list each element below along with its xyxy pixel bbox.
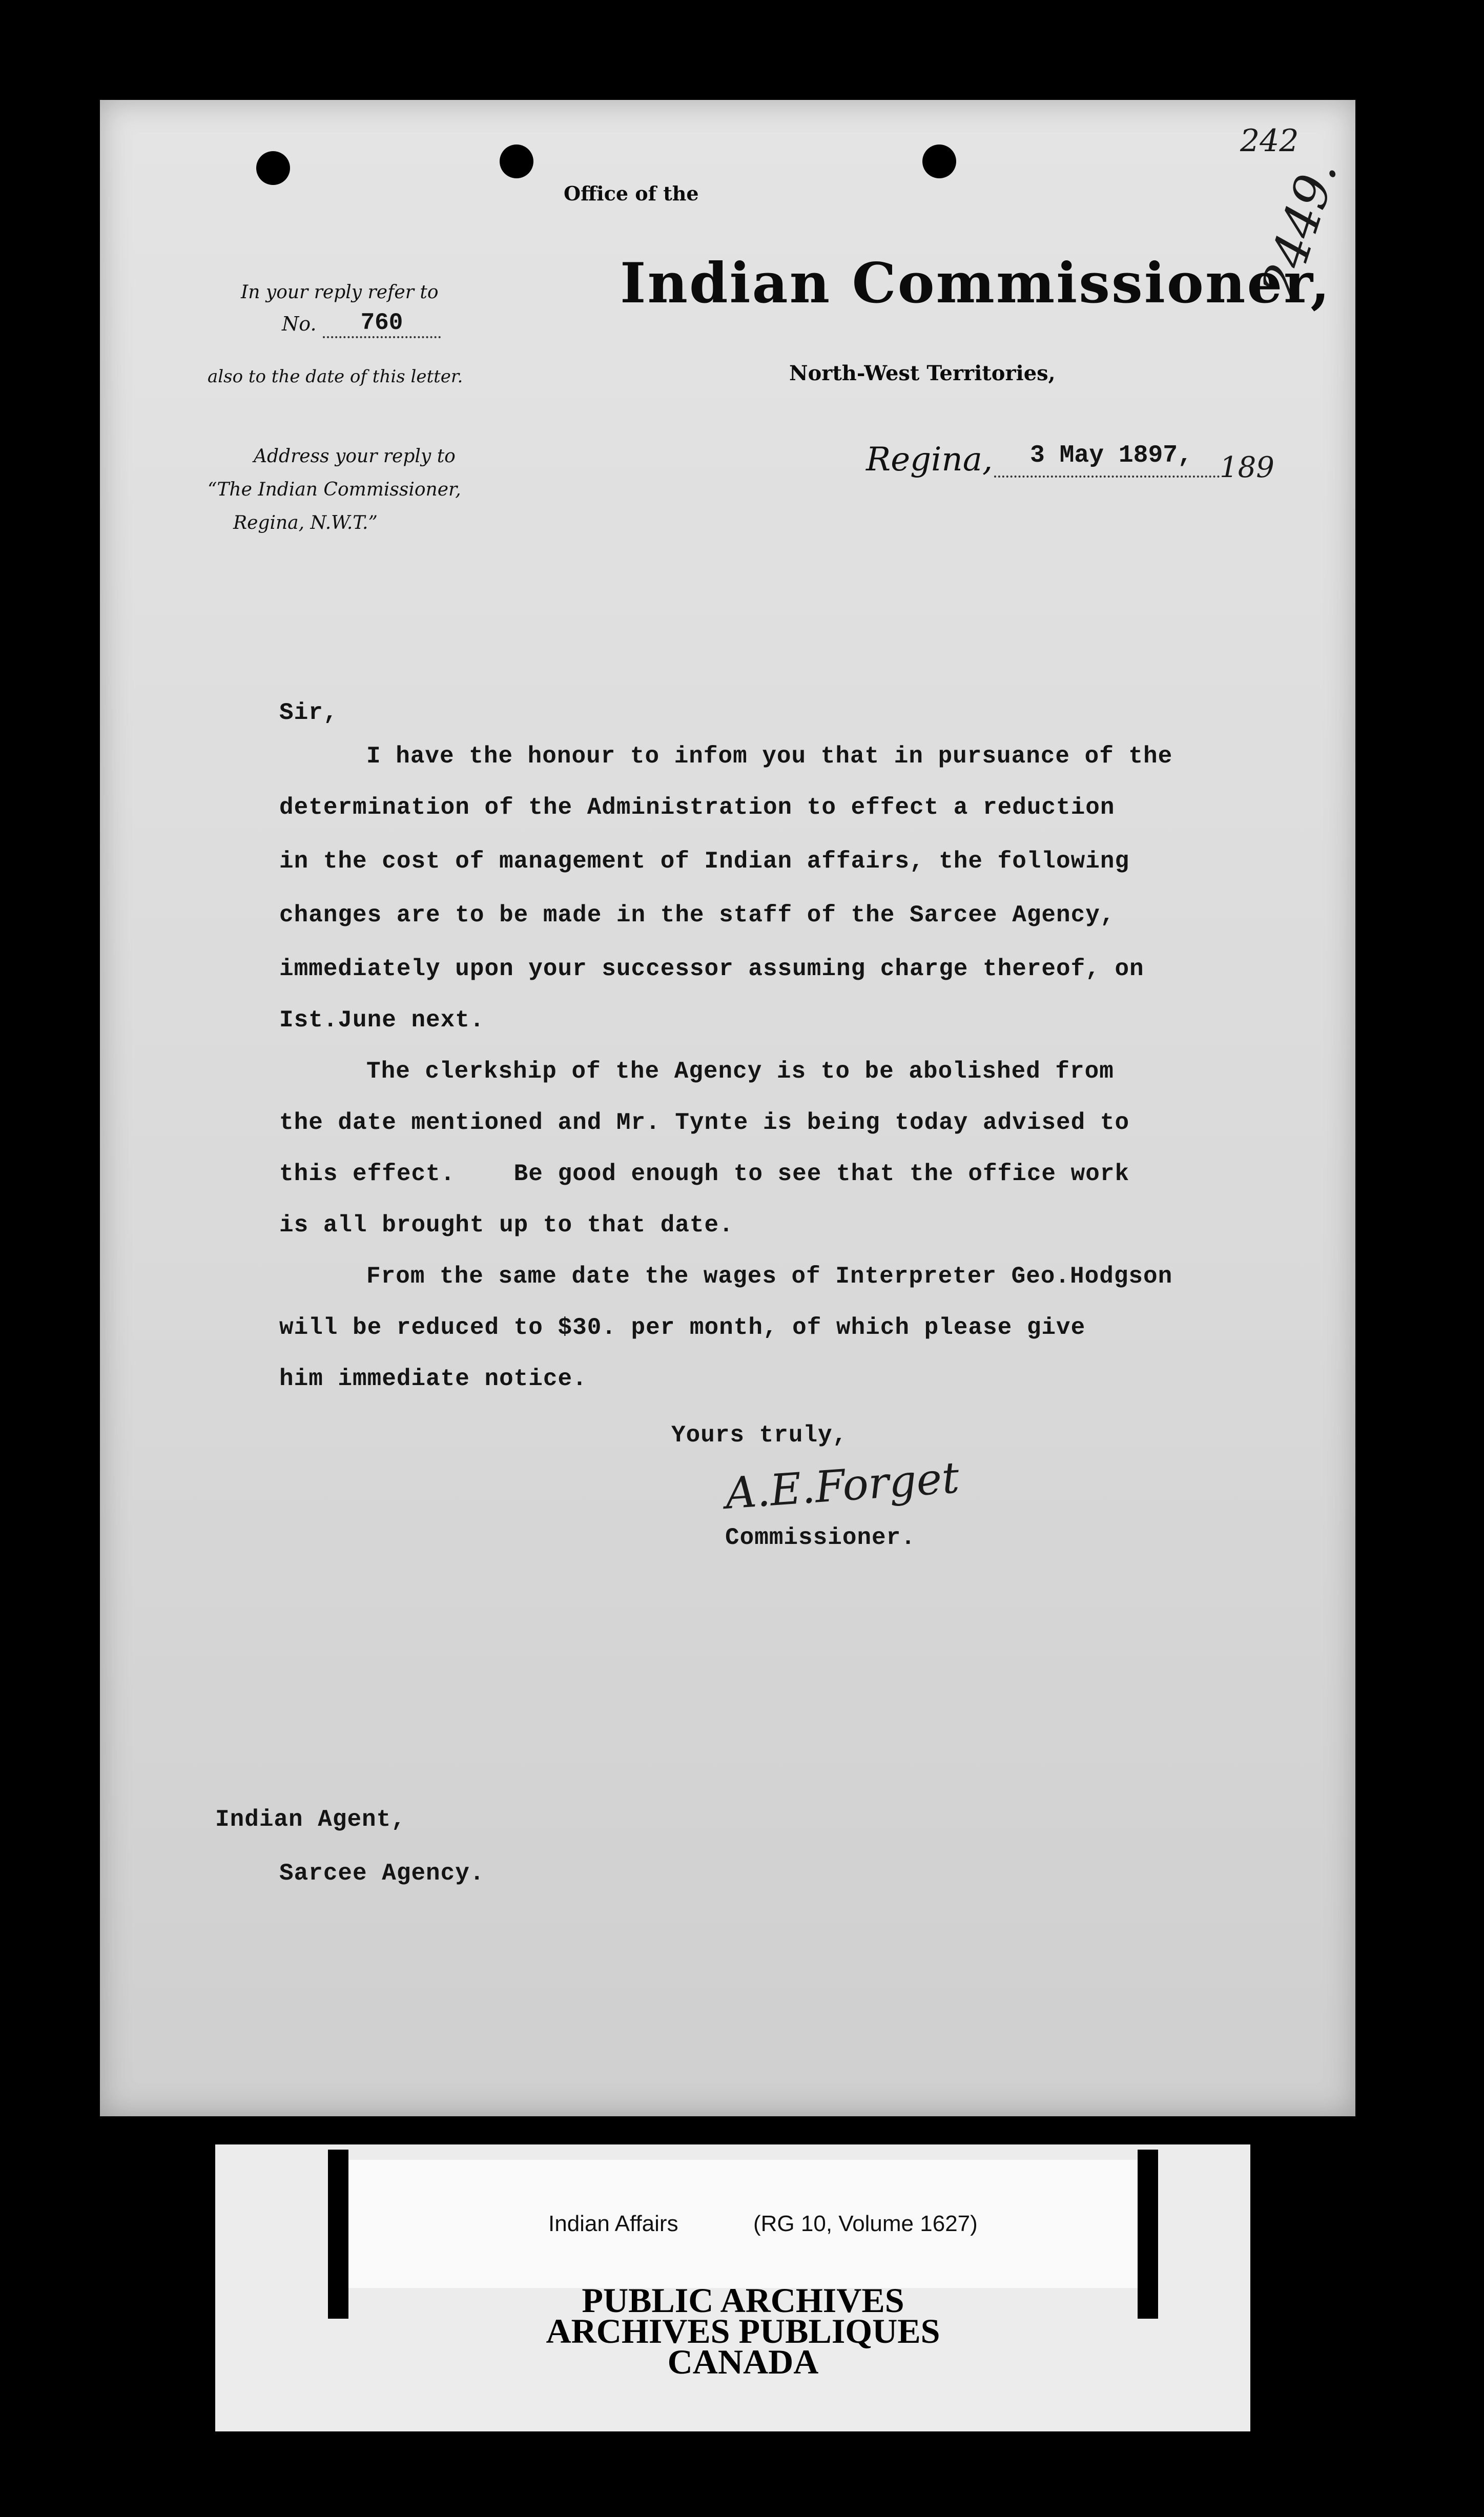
archive-collection: Indian Affairs xyxy=(548,2211,678,2236)
dateline-place: Regina, xyxy=(866,441,993,479)
letterhead-office-of: Office of the xyxy=(564,182,699,205)
body-line: is all brought up to that date. xyxy=(279,1212,734,1239)
reference-number-prefix: No. xyxy=(282,313,317,335)
punch-hole xyxy=(922,145,956,178)
body-line: I have the honour to infom you that in pursuance of the xyxy=(366,743,1173,770)
body-line: Ist.June next. xyxy=(279,1007,485,1034)
archive-name-fr: ARCHIVES PUBLIQUES xyxy=(546,2312,940,2350)
reference-line: In your reply refer to xyxy=(241,282,439,303)
dateline-rule xyxy=(994,476,1220,478)
addressee-line: Indian Agent, xyxy=(215,1806,406,1833)
label-border xyxy=(1138,2150,1158,2319)
dateline-date: 3 May 1897, xyxy=(1030,442,1192,469)
salutation: Sir, xyxy=(279,699,338,726)
archive-number: 2449. xyxy=(1250,153,1349,305)
signer-title: Commissioner. xyxy=(725,1524,916,1551)
letterhead-title: Indian Commissioner, xyxy=(620,251,1331,316)
body-line: changes are to be made in the staff of the Sarcee Agency, xyxy=(279,902,1115,929)
closing: Yours truly, xyxy=(671,1422,848,1449)
body-line: From the same date the wages of Interpreter Geo.Hodgson xyxy=(366,1263,1173,1290)
archive-volume: (RG 10, Volume 1627) xyxy=(753,2211,978,2236)
body-line: determination of the Administration to effect a reduction xyxy=(279,794,1115,821)
addressee-line: Sarcee Agency. xyxy=(279,1860,485,1887)
folio-number: 242 xyxy=(1240,123,1299,159)
address-line: “The Indian Commissioner, xyxy=(208,479,461,500)
label-border xyxy=(328,2150,348,2319)
punch-hole xyxy=(256,151,290,185)
body-line: will be reduced to $30. per month, of which please give xyxy=(279,1314,1086,1341)
archive-name-en: PUBLIC ARCHIVES xyxy=(582,2281,904,2320)
signature: A.E.Forget xyxy=(724,1452,961,1519)
body-line: immediately upon your successor assuming charge thereof, on xyxy=(279,956,1144,982)
reference-date-note: also to the date of this letter. xyxy=(208,366,463,387)
body-line: The clerkship of the Agency is to be abolished from xyxy=(366,1058,1114,1085)
body-line: this effect. Be good enough to see that the office work xyxy=(279,1161,1130,1187)
reference-number: 760 xyxy=(323,310,441,338)
address-line: Address your reply to xyxy=(254,446,456,467)
reference-number-row xyxy=(282,310,451,343)
body-line: in the cost of management of Indian affairs, the following xyxy=(279,848,1130,875)
dateline-printed-year: 189 xyxy=(1220,451,1274,484)
address-line: Regina, N.W.T.” xyxy=(233,512,378,533)
archive-country: CANADA xyxy=(667,2342,819,2381)
body-line: him immediate notice. xyxy=(279,1366,587,1392)
punch-hole xyxy=(500,145,533,178)
letterhead-territory: North-West Territories, xyxy=(789,361,1056,385)
archive-label-reference xyxy=(348,2160,1138,2288)
body-line: the date mentioned and Mr. Tynte is being today advised to xyxy=(279,1109,1130,1136)
